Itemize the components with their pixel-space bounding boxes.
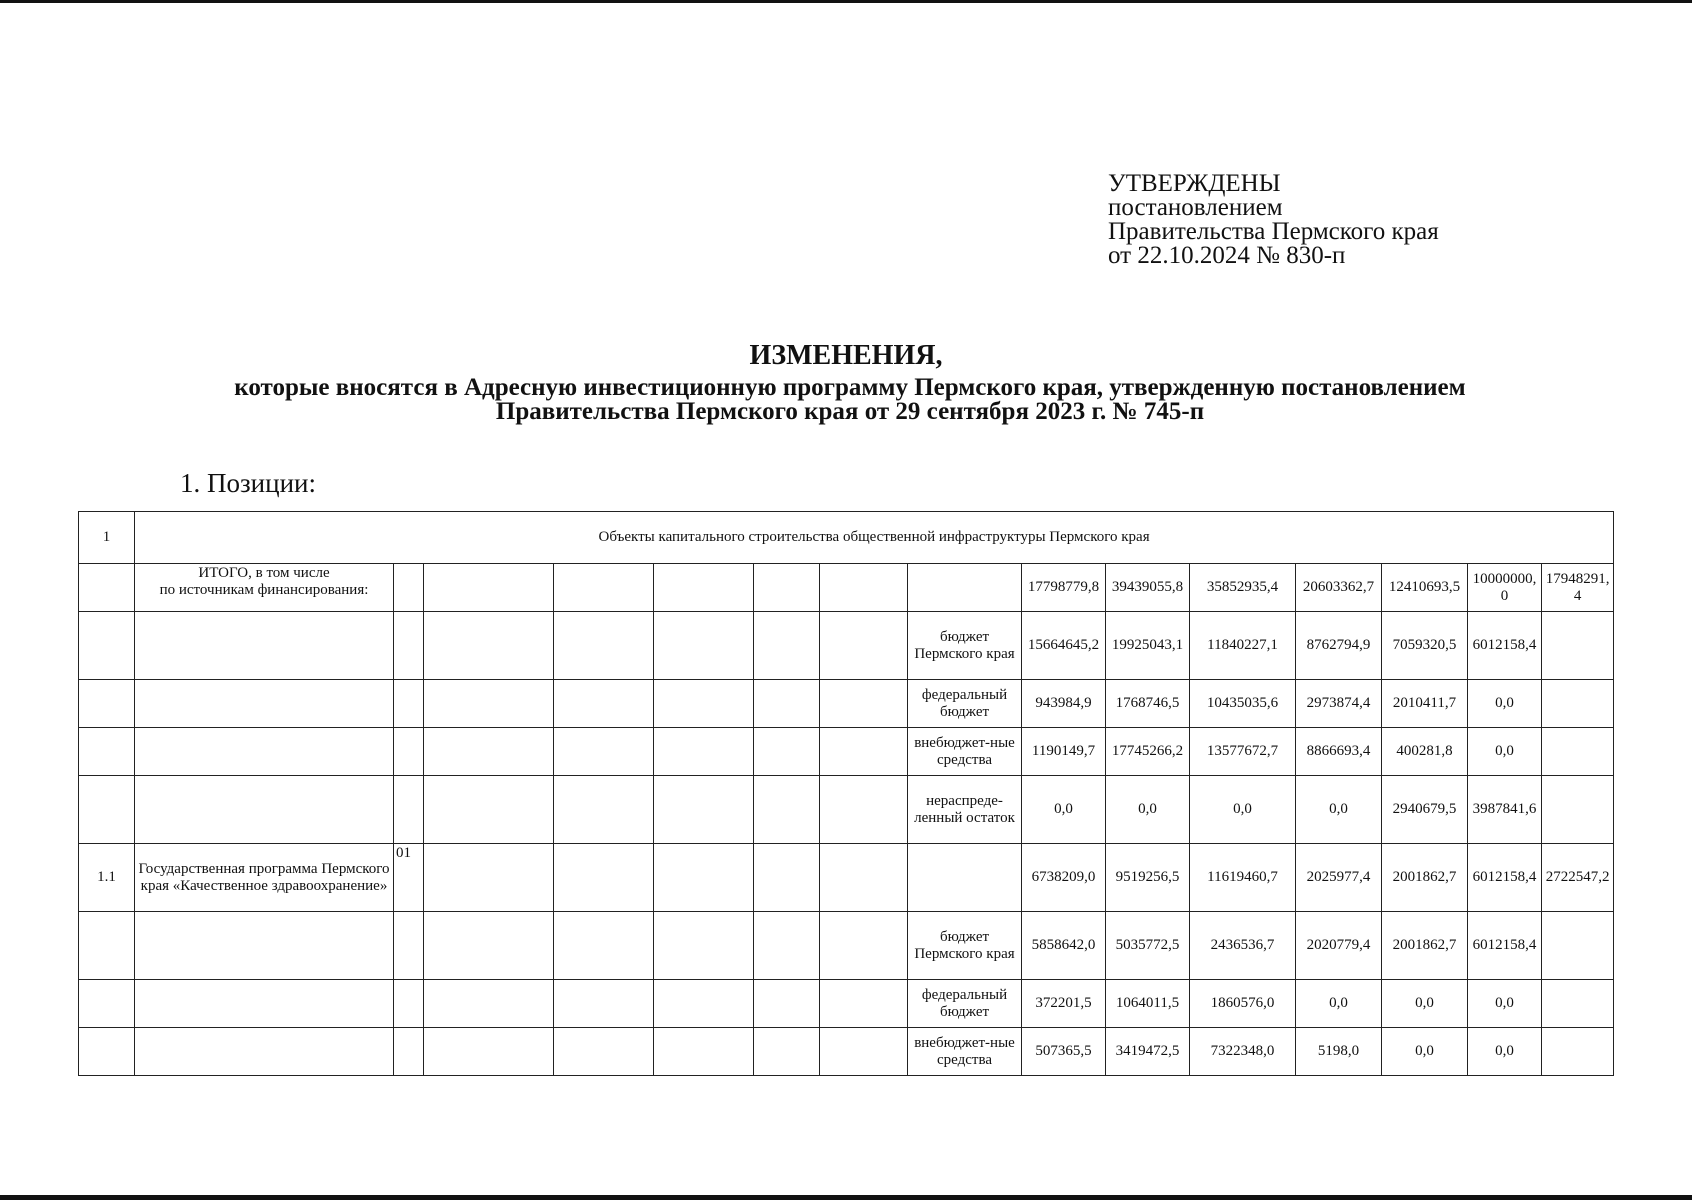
empty-cell [424, 564, 554, 612]
row-code: 01 [394, 844, 424, 912]
empty-cell [424, 728, 554, 776]
empty-cell [554, 728, 654, 776]
row-number [79, 612, 135, 680]
row-name [135, 1028, 394, 1076]
value-cell: 2010411,7 [1382, 680, 1468, 728]
value-cell: 507365,5 [1022, 1028, 1106, 1076]
empty-cell [820, 776, 908, 844]
value-cell: 0,0 [1382, 980, 1468, 1028]
value-cell: 3987841,6 [1468, 776, 1542, 844]
value-cell: 2001862,7 [1382, 844, 1468, 912]
empty-cell [754, 1028, 820, 1076]
value-cell: 12410693,5 [1382, 564, 1468, 612]
value-cell: 17948291,4 [1542, 564, 1614, 612]
row-code [394, 728, 424, 776]
empty-cell [554, 612, 654, 680]
value-cell: 17745266,2 [1106, 728, 1190, 776]
empty-cell [820, 844, 908, 912]
value-cell [1542, 776, 1614, 844]
row-name [135, 980, 394, 1028]
value-cell [1542, 612, 1614, 680]
value-cell [1542, 980, 1614, 1028]
section-row [79, 512, 1614, 564]
value-cell: 35852935,4 [1190, 564, 1296, 612]
value-cell: 0,0 [1296, 776, 1382, 844]
row-name [135, 680, 394, 728]
subtitle-line-2: Правительства Пермского края от 29 сентября 2023 г. № 745-п [495, 398, 1205, 425]
approval-line-1: УТВЕРЖДЕНЫ [1108, 170, 1281, 197]
approval-stamp [1108, 172, 1439, 268]
empty-cell [654, 564, 754, 612]
row-number [79, 776, 135, 844]
scan-bottom-edge [0, 1195, 1692, 1200]
table-row [79, 844, 1614, 912]
empty-cell [820, 680, 908, 728]
empty-cell [754, 980, 820, 1028]
value-cell: 2020779,4 [1296, 912, 1382, 980]
empty-cell [424, 1028, 554, 1076]
value-cell: 5035772,5 [1106, 912, 1190, 980]
empty-cell [820, 728, 908, 776]
scan-top-edge [0, 0, 1692, 3]
empty-cell [554, 680, 654, 728]
value-cell [1542, 1028, 1614, 1076]
value-cell [1542, 680, 1614, 728]
document-title: ИЗМЕНЕНИЯ, [749, 340, 943, 371]
empty-cell [820, 612, 908, 680]
value-cell: 1190149,7 [1022, 728, 1106, 776]
empty-cell [654, 844, 754, 912]
row-name: ИТОГО, в том числе по источникам финансирования: [135, 564, 394, 612]
approval-line-4: от 22.10.2024 № 830-п [1108, 242, 1346, 269]
empty-cell [820, 912, 908, 980]
section-number: 1 [79, 512, 135, 564]
section-title: Объекты капитального строительства общественной инфраструктуры Пермского края [135, 512, 1614, 564]
empty-cell [820, 564, 908, 612]
value-cell: 6012158,4 [1468, 844, 1542, 912]
value-cell: 0,0 [1382, 1028, 1468, 1076]
empty-cell [424, 912, 554, 980]
table-body [79, 512, 1614, 1076]
empty-cell [820, 980, 908, 1028]
section-heading: 1. Позиции: [180, 468, 316, 498]
value-cell: 943984,9 [1022, 680, 1106, 728]
value-cell: 9519256,5 [1106, 844, 1190, 912]
empty-cell [754, 912, 820, 980]
row-number [79, 564, 135, 612]
row-number [79, 680, 135, 728]
empty-cell [754, 776, 820, 844]
row-code [394, 612, 424, 680]
value-cell: 2436536,7 [1190, 912, 1296, 980]
table-row [79, 612, 1614, 680]
table-row [79, 980, 1614, 1028]
empty-cell [654, 912, 754, 980]
row-source: внебюджет-ные средства [908, 728, 1022, 776]
empty-cell [754, 728, 820, 776]
value-cell: 20603362,7 [1296, 564, 1382, 612]
empty-cell [754, 564, 820, 612]
empty-cell [554, 912, 654, 980]
value-cell: 2025977,4 [1296, 844, 1382, 912]
value-cell: 0,0 [1296, 980, 1382, 1028]
approval-line-3: Правительства Пермского края [1108, 218, 1439, 245]
table-row [79, 1028, 1614, 1076]
row-name [135, 912, 394, 980]
value-cell: 15664645,2 [1022, 612, 1106, 680]
value-cell: 400281,8 [1382, 728, 1468, 776]
value-cell: 5858642,0 [1022, 912, 1106, 980]
value-cell: 6012158,4 [1468, 912, 1542, 980]
row-name: Государственная программа Пермского края «Качественное здравоохранение» [135, 844, 394, 912]
row-source: внебюджет-ные средства [908, 1028, 1022, 1076]
empty-cell [754, 844, 820, 912]
value-cell [1542, 912, 1614, 980]
value-cell: 11619460,7 [1190, 844, 1296, 912]
table-row [79, 564, 1614, 612]
value-cell: 6012158,4 [1468, 612, 1542, 680]
row-code [394, 564, 424, 612]
row-source: бюджет Пермского края [908, 912, 1022, 980]
empty-cell [424, 844, 554, 912]
value-cell: 2722547,2 [1542, 844, 1614, 912]
row-code [394, 776, 424, 844]
empty-cell [554, 844, 654, 912]
empty-cell [554, 564, 654, 612]
value-cell: 17798779,8 [1022, 564, 1106, 612]
value-cell: 1860576,0 [1190, 980, 1296, 1028]
row-source [908, 844, 1022, 912]
table-row [79, 680, 1614, 728]
empty-cell [654, 680, 754, 728]
value-cell: 0,0 [1190, 776, 1296, 844]
table-row [79, 728, 1614, 776]
empty-cell [424, 776, 554, 844]
value-cell: 372201,5 [1022, 980, 1106, 1028]
empty-cell [754, 680, 820, 728]
document-subtitle [60, 376, 1640, 424]
value-cell: 2001862,7 [1382, 912, 1468, 980]
value-cell: 7059320,5 [1382, 612, 1468, 680]
empty-cell [654, 728, 754, 776]
value-cell: 8866693,4 [1296, 728, 1382, 776]
value-cell: 13577672,7 [1190, 728, 1296, 776]
value-cell: 0,0 [1468, 980, 1542, 1028]
value-cell: 0,0 [1106, 776, 1190, 844]
row-source [908, 564, 1022, 612]
empty-cell [654, 612, 754, 680]
empty-cell [754, 612, 820, 680]
row-number [79, 728, 135, 776]
value-cell: 1064011,5 [1106, 980, 1190, 1028]
row-source: федеральный бюджет [908, 980, 1022, 1028]
empty-cell [654, 980, 754, 1028]
empty-cell [654, 1028, 754, 1076]
value-cell: 10000000,0 [1468, 564, 1542, 612]
value-cell: 6738209,0 [1022, 844, 1106, 912]
empty-cell [424, 680, 554, 728]
row-code [394, 980, 424, 1028]
row-source: нераспреде-ленный остаток [908, 776, 1022, 844]
row-name [135, 776, 394, 844]
empty-cell [820, 1028, 908, 1076]
investment-table [78, 511, 1614, 1076]
row-name [135, 612, 394, 680]
value-cell: 0,0 [1468, 680, 1542, 728]
value-cell: 8762794,9 [1296, 612, 1382, 680]
empty-cell [554, 1028, 654, 1076]
empty-cell [554, 980, 654, 1028]
row-code [394, 912, 424, 980]
row-number [79, 912, 135, 980]
value-cell: 2940679,5 [1382, 776, 1468, 844]
empty-cell [424, 980, 554, 1028]
approval-line-2: постановлением [1108, 194, 1283, 221]
value-cell: 10435035,6 [1190, 680, 1296, 728]
empty-cell [424, 612, 554, 680]
subtitle-line-1: которые вносятся в Адресную инвестиционную программу Пермского края, утвержденную постановлением [234, 374, 1466, 401]
row-number: 1.1 [79, 844, 135, 912]
table-row [79, 776, 1614, 844]
value-cell: 2973874,4 [1296, 680, 1382, 728]
empty-cell [554, 776, 654, 844]
row-number [79, 980, 135, 1028]
value-cell: 0,0 [1468, 728, 1542, 776]
row-number [79, 1028, 135, 1076]
row-source: бюджет Пермского края [908, 612, 1022, 680]
value-cell: 0,0 [1022, 776, 1106, 844]
table-row [79, 912, 1614, 980]
value-cell: 1768746,5 [1106, 680, 1190, 728]
value-cell: 5198,0 [1296, 1028, 1382, 1076]
row-code [394, 1028, 424, 1076]
row-code [394, 680, 424, 728]
row-source: федеральный бюджет [908, 680, 1022, 728]
value-cell [1542, 728, 1614, 776]
value-cell: 7322348,0 [1190, 1028, 1296, 1076]
value-cell: 39439055,8 [1106, 564, 1190, 612]
value-cell: 19925043,1 [1106, 612, 1190, 680]
row-name [135, 728, 394, 776]
value-cell: 0,0 [1468, 1028, 1542, 1076]
value-cell: 11840227,1 [1190, 612, 1296, 680]
value-cell: 3419472,5 [1106, 1028, 1190, 1076]
empty-cell [654, 776, 754, 844]
